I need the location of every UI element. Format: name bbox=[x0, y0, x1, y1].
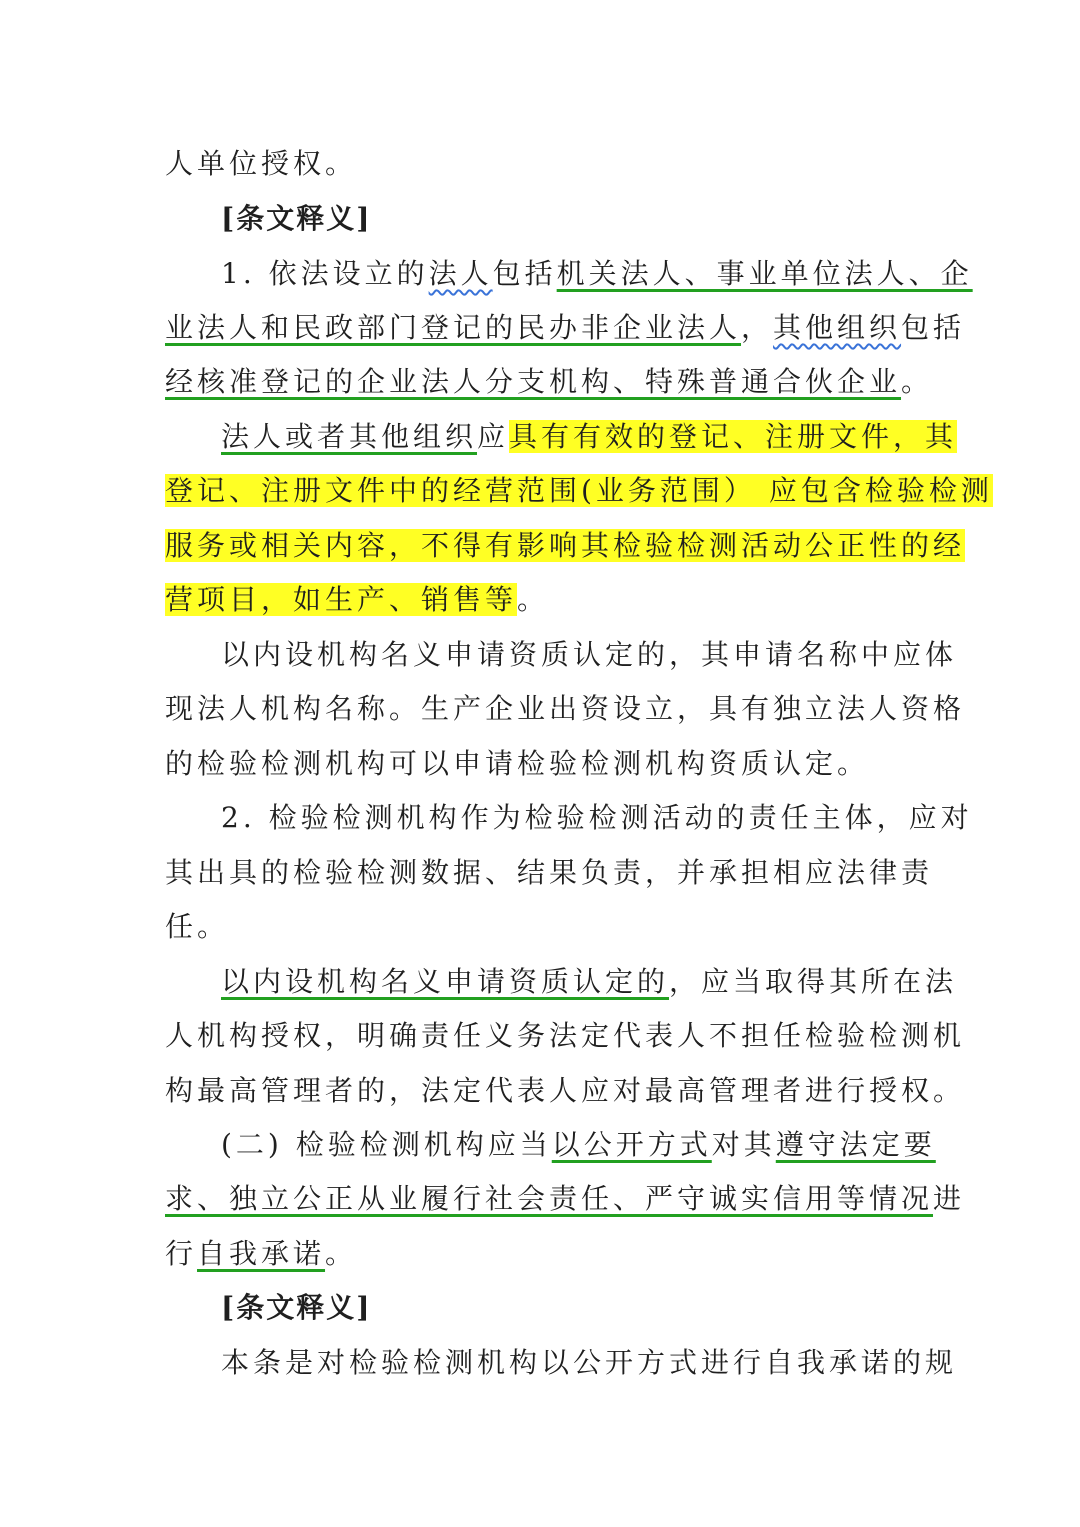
heading-text: [条文释义] bbox=[221, 202, 372, 235]
text-segment: (二) 检验检测机构应当 bbox=[221, 1128, 552, 1161]
text-segment: 的检验检测机构可以申请检验检测机构资质认定。 bbox=[165, 747, 870, 780]
underlined-text: 机关法人、事业单位法人、企 bbox=[556, 257, 973, 290]
text-line bbox=[221, 410, 957, 464]
text-segment: ， bbox=[741, 311, 774, 344]
text-line bbox=[165, 573, 549, 627]
underlined-text: 求、独立公正从业履行社会责任、严守诚实信用等情况 bbox=[165, 1182, 934, 1215]
underlined-text: 以内设机构名义申请资质认定的 bbox=[221, 965, 670, 998]
text-segment: 1. 依法设立的 bbox=[221, 257, 429, 290]
wavy-underlined-term: 其他组织 bbox=[773, 311, 902, 344]
text-line bbox=[221, 1118, 936, 1172]
underlined-text: 经核准登记的企业法人分支机构、特殊普通合伙企业 bbox=[165, 365, 902, 398]
text-line bbox=[165, 1172, 965, 1226]
heading-text: [条文释义] bbox=[221, 1291, 372, 1324]
text-line bbox=[221, 247, 973, 301]
text-segment: 。 bbox=[517, 583, 550, 616]
text-segment: 人机构授权，明确责任义务法定代表人不担任检验检测机 bbox=[165, 1019, 966, 1052]
text-line bbox=[165, 737, 869, 791]
text-segment: 现法人机构名称。生产企业出资设立，具有独立法人资格 bbox=[165, 692, 966, 725]
text-line bbox=[165, 301, 965, 355]
highlighted-text: 登记、注册文件中的经营范围(业务范围） 应包含检验检测 bbox=[165, 474, 993, 507]
text-line bbox=[221, 1336, 957, 1390]
section-heading bbox=[221, 192, 372, 246]
text-line bbox=[221, 791, 973, 845]
highlighted-text: 营项目，如生产、销售等 bbox=[165, 583, 518, 616]
text-segment: ，应当取得其所在法 bbox=[669, 965, 958, 998]
underlined-text: 自我承诺 bbox=[197, 1237, 326, 1270]
underlined-text: 法人或者其他组织 bbox=[221, 420, 478, 453]
text-line bbox=[165, 846, 933, 900]
text-segment: 包括 bbox=[492, 257, 557, 290]
text-line bbox=[165, 137, 357, 191]
underlined-text: 遵守法定要 bbox=[775, 1128, 936, 1161]
text-line bbox=[165, 519, 965, 573]
text-line bbox=[165, 355, 933, 409]
text-segment: 人单位授权。 bbox=[165, 147, 358, 180]
wavy-underlined-term: 法人 bbox=[428, 257, 493, 290]
text-line bbox=[165, 1009, 965, 1063]
highlighted-text: 服务或相关内容，不得有影响其检验检测活动公正性的经 bbox=[165, 529, 966, 562]
text-segment: 。 bbox=[901, 365, 934, 398]
text-line bbox=[165, 1064, 965, 1118]
text-line bbox=[221, 628, 957, 682]
text-segment: 2. 检验检测机构作为检验检测活动的责任主体，应对 bbox=[221, 801, 973, 834]
text-line bbox=[165, 900, 229, 954]
text-segment: 。 bbox=[325, 1237, 358, 1270]
text-segment: 以内设机构名义申请资质认定的，其申请名称中应体 bbox=[221, 638, 958, 671]
text-segment: 对其 bbox=[711, 1128, 776, 1161]
underlined-text: 业法人和民政部门登记的民办非企业法人 bbox=[165, 311, 742, 344]
section-heading bbox=[221, 1281, 372, 1335]
text-line bbox=[165, 464, 993, 518]
text-line bbox=[165, 1227, 357, 1281]
text-segment: 其出具的检验检测数据、结果负责，并承担相应法律责 bbox=[165, 856, 934, 889]
text-segment: 包括 bbox=[901, 311, 966, 344]
underlined-text: 以公开方式 bbox=[551, 1128, 712, 1161]
text-segment: 进 bbox=[933, 1182, 966, 1215]
highlighted-text: 具有有效的登记、注册文件，其 bbox=[509, 420, 958, 453]
text-segment: 应 bbox=[477, 420, 510, 453]
text-line bbox=[221, 955, 957, 1009]
text-line bbox=[165, 682, 965, 736]
text-segment: 行 bbox=[165, 1237, 198, 1270]
text-segment: 本条是对检验检测机构以公开方式进行自我承诺的规 bbox=[221, 1346, 958, 1379]
text-segment: 构最高管理者的，法定代表人应对最高管理者进行授权。 bbox=[165, 1074, 966, 1107]
text-segment: 任。 bbox=[165, 910, 230, 943]
